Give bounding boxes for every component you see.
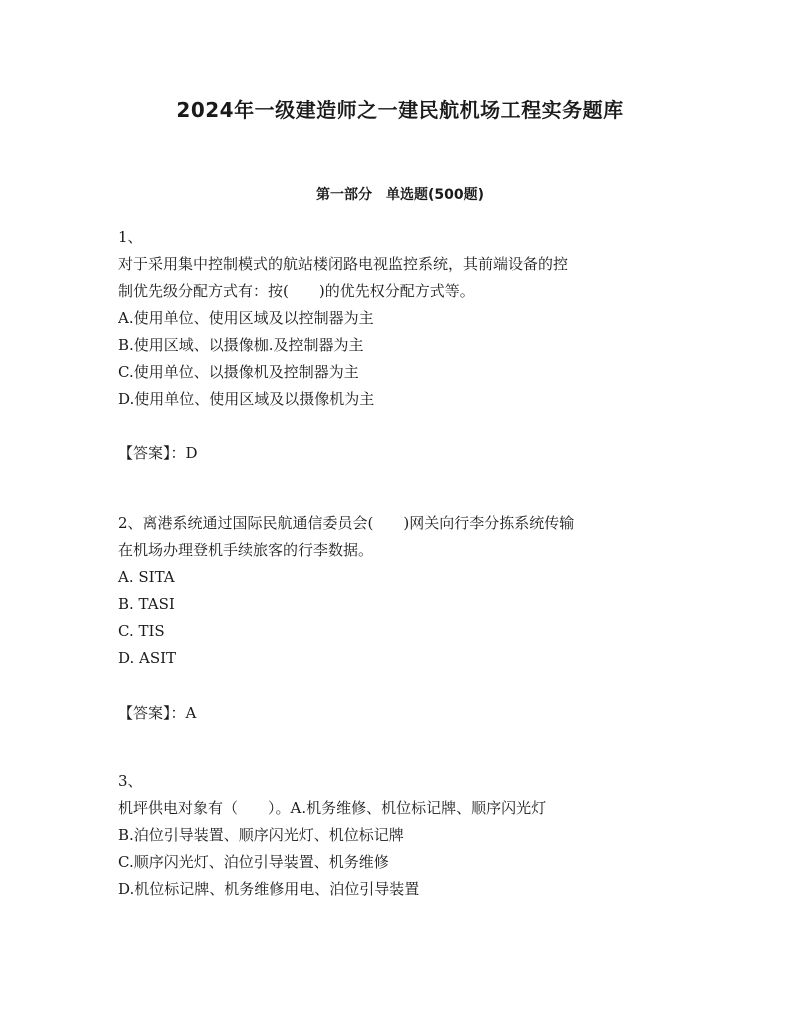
question-1-stem-line-1: 对于采用集中控制模式的航站楼闭路电视监控系统，其前端设备的控 [118,255,569,273]
question-1-number: 1、 [118,228,143,246]
question-1-option-c: C.使用单位、以摄像机及控制器为主 [118,363,359,381]
question-2-stem-line-1: 2、离港系统通过国际民航通信委员会( )网关向行李分拣系统传输 [118,514,575,532]
question-3-option-b: B.泊位引导装置、顺序闪光灯、机位标记牌 [118,826,404,844]
question-1-option-a: A.使用单位、使用区域及以控制器为主 [118,309,374,327]
section-heading: 第一部分 单选题(500题) [315,187,485,203]
question-2-option-b: B. TASI [118,595,175,613]
question-3-stem-line-1: 机坪供电对象有（ ）。A.机务维修、机位标记牌、顺序闪光灯 [118,799,547,817]
question-3-number: 3、 [118,772,143,790]
question-1-stem-line-2: 制优先级分配方式有：按( )的优先权分配方式等。 [118,282,475,300]
question-2-stem-line-2: 在机场办理登机手续旅客的行李数据。 [118,541,374,559]
question-1-answer: 【答案】：D [118,444,198,462]
question-2-option-a: A. SITA [118,568,175,586]
question-2-option-d: D. ASIT [118,649,177,667]
question-2-answer: 【答案】：A [118,704,197,722]
question-2-option-c: C. TIS [118,622,165,640]
question-1-option-b: B.使用区域、以摄像枷.及控制器为主 [118,336,364,354]
question-1-option-d: D.使用单位、使用区域及以摄像机为主 [118,390,375,408]
question-3-option-d: D.机位标记牌、机务维修用电、泊位引导装置 [118,880,420,898]
question-3-option-c: C.顺序闪光灯、泊位引导装置、机务维修 [118,853,389,871]
document-title: 2024年一级建造师之一建民航机场工程实务题库 [176,98,624,122]
